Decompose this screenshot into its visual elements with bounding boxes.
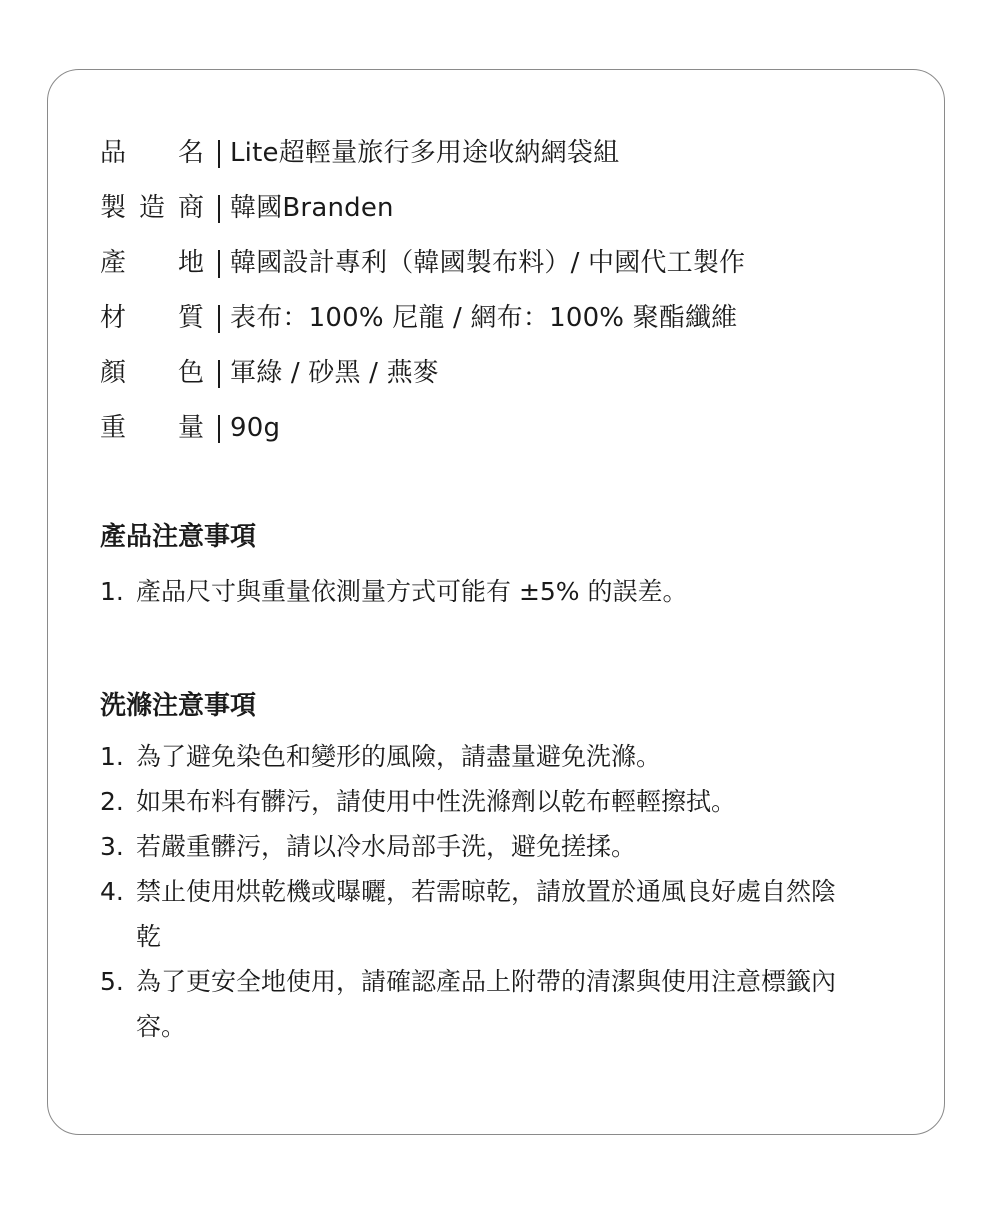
spec-divider <box>218 250 220 278</box>
list-item-number: 3. <box>100 832 124 861</box>
list-item-text: 為了避免染色和變形的風險，請盡量避免洗滌。 <box>136 742 662 771</box>
spec-label-name <box>100 126 204 181</box>
spec-row-name <box>100 126 745 181</box>
care-notes-list <box>100 734 904 1049</box>
spec-value-weight: 90g <box>230 413 281 443</box>
spec-label-material <box>100 291 204 346</box>
spec-label-char: 顏 <box>100 358 127 388</box>
product-info-card <box>47 69 945 1135</box>
care-notes-section <box>100 686 904 1049</box>
list-item-number: 4. <box>100 877 124 906</box>
spec-list <box>100 126 745 456</box>
list-item-number: 1. <box>100 577 124 606</box>
spec-label-char: 重 <box>100 413 127 443</box>
spec-label-manufacturer <box>100 181 204 236</box>
list-item <box>100 824 904 869</box>
list-item-number: 5. <box>100 967 124 996</box>
spec-divider <box>218 360 220 388</box>
spec-divider <box>218 415 220 443</box>
list-item <box>100 959 904 1049</box>
spec-label-char: 造 <box>138 193 165 223</box>
spec-label-char: 量 <box>177 413 204 443</box>
spec-value-name: Lite超輕量旅行多用途收納網袋組 <box>230 138 620 168</box>
list-item-text: 產品尺寸與重量依測量方式可能有 ±5% 的誤差。 <box>136 577 688 606</box>
product-notes-title: 產品注意事項 <box>100 522 257 552</box>
spec-label-char: 製 <box>100 193 127 223</box>
spec-divider <box>218 140 220 168</box>
care-notes-title: 洗滌注意事項 <box>100 691 257 721</box>
spec-label-char: 地 <box>177 248 204 278</box>
spec-value-material: 表布：100% 尼龍 / 網布：100% 聚酯纖維 <box>230 303 738 333</box>
spec-label-color <box>100 346 204 401</box>
spec-label-weight <box>100 401 204 456</box>
spec-label-char: 商 <box>177 193 204 223</box>
spec-divider <box>218 305 220 333</box>
spec-label-char: 名 <box>177 138 204 168</box>
list-item-number: 1. <box>100 742 124 771</box>
spec-row-weight <box>100 401 745 456</box>
spec-label-char: 品 <box>100 138 127 168</box>
spec-value-origin: 韓國設計專利（韓國製布料）/ 中國代工製作 <box>230 248 746 278</box>
spec-label-char: 色 <box>177 358 204 388</box>
list-item <box>100 779 904 824</box>
list-item-text: 若嚴重髒污，請以冷水局部手洗，避免搓揉。 <box>136 832 637 861</box>
spec-row-material <box>100 291 745 346</box>
spec-label-char: 產 <box>100 248 127 278</box>
spec-row-origin <box>100 236 745 291</box>
list-item <box>100 869 904 959</box>
list-item <box>100 569 904 614</box>
spec-label-origin <box>100 236 204 291</box>
spec-divider <box>218 195 220 223</box>
product-notes-section <box>100 517 904 614</box>
spec-value-color: 軍綠 / 砂黑 / 燕麥 <box>230 358 439 388</box>
list-item-text: 禁止使用烘乾機或曝曬，若需晾乾，請放置於通風良好處自然陰乾 <box>136 877 837 951</box>
spec-row-manufacturer <box>100 181 745 236</box>
spec-value-manufacturer: 韓國Branden <box>230 193 394 223</box>
list-item-text: 為了更安全地使用，請確認產品上附帶的清潔與使用注意標籤內容。 <box>136 967 837 1041</box>
spec-label-char: 質 <box>177 303 204 333</box>
spec-label-char: 材 <box>100 303 127 333</box>
product-notes-list <box>100 569 904 614</box>
list-item <box>100 734 904 779</box>
list-item-number: 2. <box>100 787 124 816</box>
list-item-text: 如果布料有髒污，請使用中性洗滌劑以乾布輕輕擦拭。 <box>136 787 737 816</box>
spec-row-color <box>100 346 745 401</box>
